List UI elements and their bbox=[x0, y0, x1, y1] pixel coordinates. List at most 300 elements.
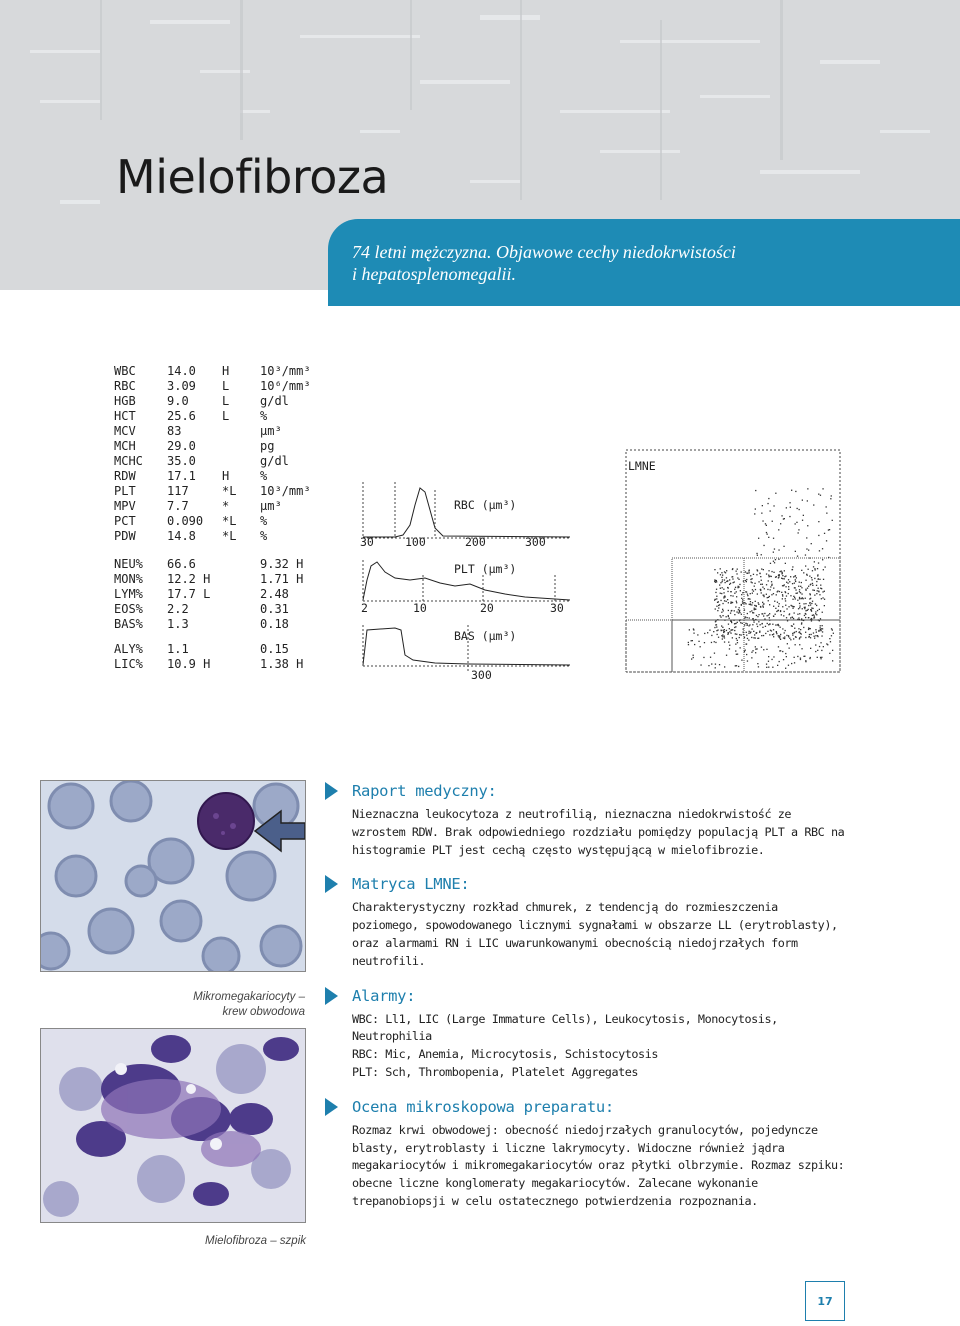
lmne-dot bbox=[801, 633, 802, 634]
lmne-dot bbox=[763, 607, 764, 608]
lmne-dot bbox=[815, 603, 816, 604]
lmne-dot bbox=[810, 657, 811, 658]
lmne-dot bbox=[773, 561, 774, 562]
lmne-dot bbox=[737, 654, 738, 655]
lmne-dot bbox=[801, 593, 802, 594]
lmne-dot bbox=[720, 617, 721, 618]
lmne-dot bbox=[817, 657, 818, 658]
lmne-dot bbox=[820, 588, 821, 589]
lmne-dot bbox=[724, 629, 725, 630]
lmne-dot bbox=[755, 508, 756, 509]
lmne-dot bbox=[819, 609, 820, 610]
lmne-dot bbox=[786, 582, 787, 583]
lmne-dot bbox=[790, 595, 791, 596]
lmne-dot bbox=[800, 636, 801, 637]
lmne-dot bbox=[735, 623, 736, 624]
lmne-dot bbox=[821, 628, 822, 629]
lmne-dot bbox=[764, 588, 765, 589]
lab-value: 83 bbox=[167, 424, 182, 438]
lmne-dot bbox=[727, 634, 728, 635]
lmne-dot bbox=[793, 576, 794, 577]
lmne-dot bbox=[779, 603, 780, 604]
lmne-dot bbox=[821, 635, 822, 636]
lmne-dot bbox=[759, 632, 760, 633]
lmne-dot bbox=[822, 612, 823, 613]
lmne-dot bbox=[724, 600, 725, 601]
lmne-dot bbox=[792, 599, 793, 600]
lmne-dot bbox=[737, 642, 738, 643]
lmne-dot bbox=[799, 603, 800, 604]
lmne-dot bbox=[778, 635, 779, 636]
lmne-dot bbox=[827, 644, 828, 645]
lab-value: 25.6 bbox=[167, 409, 196, 423]
lmne-dot bbox=[816, 581, 817, 582]
lmne-dot bbox=[728, 642, 729, 643]
lmne-dot bbox=[722, 581, 723, 582]
lmne-dot bbox=[817, 568, 818, 569]
lmne-dot bbox=[801, 648, 802, 649]
lmne-dot bbox=[704, 633, 705, 634]
lmne-dot bbox=[765, 523, 766, 524]
lmne-dot bbox=[768, 575, 769, 576]
lmne-dot bbox=[799, 605, 800, 606]
lmne-dot bbox=[753, 618, 754, 619]
lmne-dot bbox=[756, 605, 757, 606]
lmne-dot bbox=[720, 600, 721, 601]
lmne-dot bbox=[771, 581, 772, 582]
lab-name: MCHC bbox=[114, 454, 143, 468]
lmne-dot bbox=[795, 598, 796, 599]
lab-value: 17.1 bbox=[167, 469, 196, 483]
lab-value: 35.0 bbox=[167, 454, 196, 468]
lmne-dot bbox=[747, 638, 748, 639]
lmne-dot bbox=[758, 604, 759, 605]
lmne-dot bbox=[777, 665, 778, 666]
lab-value: 12.2 H bbox=[167, 572, 211, 586]
lmne-dot bbox=[775, 608, 776, 609]
lmne-dot bbox=[785, 563, 786, 564]
lab-flag: L bbox=[222, 409, 230, 423]
lab-name: MPV bbox=[114, 499, 136, 513]
lmne-dot bbox=[744, 624, 745, 625]
lmne-dot bbox=[775, 577, 776, 578]
lmne-dot bbox=[725, 582, 726, 583]
lmne-dot bbox=[815, 569, 816, 570]
lmne-dot bbox=[758, 602, 759, 603]
patient-description-line-2: i hepatosplenomegalii. bbox=[352, 264, 516, 284]
lmne-dot bbox=[797, 656, 798, 657]
lmne-dot bbox=[807, 588, 808, 589]
lmne-dot bbox=[737, 569, 738, 570]
lab-abs: 0.18 bbox=[260, 617, 289, 631]
lmne-dot bbox=[813, 617, 814, 618]
patient-description bbox=[352, 241, 736, 285]
lmne-dot bbox=[724, 595, 725, 596]
lmne-dot bbox=[694, 644, 695, 645]
lmne-dot bbox=[818, 591, 819, 592]
lmne-dot bbox=[795, 551, 796, 552]
lmne-dot bbox=[770, 589, 771, 590]
lmne-dot bbox=[747, 623, 748, 624]
lmne-dot bbox=[721, 572, 722, 573]
lmne-dot bbox=[821, 657, 822, 658]
lmne-dot bbox=[802, 620, 803, 621]
lmne-dot bbox=[693, 655, 694, 656]
lmne-dot bbox=[728, 624, 729, 625]
lmne-dot bbox=[761, 513, 762, 514]
lmne-dot bbox=[763, 545, 764, 546]
plt-label: PLT (µm³) bbox=[454, 562, 517, 576]
lmne-dot bbox=[817, 575, 818, 576]
lmne-dot bbox=[773, 636, 774, 637]
lmne-dot bbox=[757, 626, 758, 627]
lmne-dot bbox=[722, 615, 723, 616]
lmne-dot bbox=[811, 620, 812, 621]
lmne-dot bbox=[729, 631, 730, 632]
lmne-dot bbox=[805, 661, 806, 662]
lmne-dot bbox=[792, 626, 793, 627]
lmne-dot bbox=[818, 521, 819, 522]
lmne-dot bbox=[738, 609, 739, 610]
lmne-dot bbox=[783, 659, 784, 660]
lmne-dot bbox=[722, 579, 723, 580]
lmne-dot bbox=[773, 633, 774, 634]
lmne-dot bbox=[765, 626, 766, 627]
lmne-dot bbox=[756, 648, 757, 649]
lmne-dot bbox=[805, 614, 806, 615]
plt-tick-2: 2 bbox=[361, 601, 368, 615]
lmne-dot bbox=[797, 619, 798, 620]
lmne-dot bbox=[747, 595, 748, 596]
lmne-dot bbox=[810, 609, 811, 610]
lmne-dot bbox=[761, 635, 762, 636]
lmne-dot bbox=[832, 650, 833, 651]
lmne-dot bbox=[774, 601, 775, 602]
lmne-dot bbox=[735, 626, 736, 627]
lmne-dot bbox=[771, 571, 772, 572]
lmne-dot bbox=[803, 515, 804, 516]
lmne-dot bbox=[734, 610, 735, 611]
lmne-dot bbox=[778, 549, 779, 550]
lmne-dot bbox=[726, 570, 727, 571]
lab-value: 3.09 bbox=[167, 379, 196, 393]
lmne-dot bbox=[768, 656, 769, 657]
section-title: Alarmy: bbox=[352, 986, 416, 1005]
lmne-dot bbox=[773, 552, 774, 553]
lmne-dot bbox=[758, 621, 759, 622]
lmne-dot bbox=[735, 587, 736, 588]
lmne-dot bbox=[808, 617, 809, 618]
lab-unit: % bbox=[260, 529, 268, 543]
rbc-tick-100: 100 bbox=[405, 535, 426, 549]
lmne-dot bbox=[787, 643, 788, 644]
lab-value: 7.7 bbox=[167, 499, 189, 513]
lmne-dot bbox=[719, 604, 720, 605]
lab-abs: 9.32 H bbox=[260, 557, 304, 571]
lmne-dot bbox=[740, 590, 741, 591]
lab-name: BAS% bbox=[114, 617, 143, 631]
lmne-dot bbox=[768, 600, 769, 601]
lmne-dot bbox=[785, 630, 786, 631]
lmne-dot bbox=[808, 627, 809, 628]
lmne-dot bbox=[782, 606, 783, 607]
lmne-dot bbox=[741, 634, 742, 635]
lmne-dot bbox=[735, 665, 736, 666]
lmne-dot bbox=[739, 607, 740, 608]
lmne-dot bbox=[746, 581, 747, 582]
lmne-dot bbox=[718, 601, 719, 602]
lab-name: EOS% bbox=[114, 602, 143, 616]
lmne-dot bbox=[768, 667, 769, 668]
lmne-dot bbox=[775, 559, 776, 560]
lmne-dot bbox=[700, 646, 701, 647]
lmne-dot bbox=[750, 604, 751, 605]
lmne-dot bbox=[721, 577, 722, 578]
lmne-dot bbox=[741, 604, 742, 605]
lmne-dot bbox=[798, 628, 799, 629]
lab-name: RDW bbox=[114, 469, 136, 483]
lmne-dot bbox=[830, 498, 831, 499]
lmne-dot bbox=[808, 609, 809, 610]
lmne-dot bbox=[773, 505, 774, 506]
lab-name: MON% bbox=[114, 572, 143, 586]
lab-name: NEU% bbox=[114, 557, 143, 571]
lmne-dot bbox=[802, 520, 803, 521]
lmne-dot bbox=[753, 574, 754, 575]
lmne-dot bbox=[819, 620, 820, 621]
lmne-dot bbox=[803, 598, 804, 599]
lmne-dot bbox=[787, 620, 788, 621]
lmne-dot bbox=[768, 537, 769, 538]
lmne-dot bbox=[742, 623, 743, 624]
lab-name: LYM% bbox=[114, 587, 143, 601]
lmne-dot bbox=[770, 563, 771, 564]
lmne-dot bbox=[786, 617, 787, 618]
lmne-dot bbox=[810, 648, 811, 649]
lmne-dot bbox=[763, 635, 764, 636]
lmne-dot bbox=[822, 591, 823, 592]
lmne-dot bbox=[736, 573, 737, 574]
lmne-dot bbox=[833, 633, 834, 634]
lmne-dot bbox=[810, 602, 811, 603]
lmne-dot bbox=[724, 641, 725, 642]
alarm-line-plt: PLT: Sch, Thrombopenia, Platelet Aggregates bbox=[352, 1064, 639, 1079]
lmne-dot bbox=[739, 584, 740, 585]
lmne-dot bbox=[769, 623, 770, 624]
lmne-dot bbox=[816, 593, 817, 594]
lmne-dot bbox=[793, 624, 794, 625]
lmne-dot bbox=[785, 668, 786, 669]
lmne-dot bbox=[757, 593, 758, 594]
lmne-dot bbox=[766, 664, 767, 665]
lab-unit: µm³ bbox=[260, 424, 282, 438]
lmne-dot bbox=[738, 666, 739, 667]
lmne-dot bbox=[767, 503, 768, 504]
lmne-dot bbox=[739, 620, 740, 621]
lmne-dot bbox=[792, 566, 793, 567]
lmne-dot bbox=[741, 614, 742, 615]
lmne-dot bbox=[793, 606, 794, 607]
lmne-dot bbox=[802, 608, 803, 609]
lmne-dot bbox=[789, 638, 790, 639]
lmne-dot bbox=[815, 651, 816, 652]
lmne-dot bbox=[805, 598, 806, 599]
triangle-bullet-icon bbox=[325, 875, 338, 893]
lmne-dot bbox=[789, 516, 790, 517]
lmne-dot bbox=[749, 631, 750, 632]
lmne-dot bbox=[785, 605, 786, 606]
lmne-dot bbox=[747, 594, 748, 595]
lmne-dot bbox=[744, 651, 745, 652]
lmne-dot bbox=[778, 646, 779, 647]
lmne-dot bbox=[730, 601, 731, 602]
lmne-dot bbox=[798, 608, 799, 609]
lmne-dot bbox=[779, 591, 780, 592]
blood-smear-caption bbox=[180, 990, 305, 1020]
lmne-dot bbox=[813, 504, 814, 505]
lmne-dot bbox=[751, 652, 752, 653]
lmne-dot bbox=[756, 574, 757, 575]
lmne-dot bbox=[767, 534, 768, 535]
lmne-dot bbox=[723, 610, 724, 611]
rbc-tick-30: 30 bbox=[360, 535, 374, 549]
lmne-dot bbox=[747, 617, 748, 618]
lmne-dot bbox=[819, 579, 820, 580]
triangle-bullet-icon bbox=[325, 987, 338, 1005]
lmne-dot bbox=[729, 628, 730, 629]
lmne-dot bbox=[745, 603, 746, 604]
lmne-dot bbox=[747, 625, 748, 626]
lmne-dot bbox=[822, 488, 823, 489]
lmne-dot bbox=[755, 652, 756, 653]
lmne-dot bbox=[791, 605, 792, 606]
lmne-dot bbox=[723, 597, 724, 598]
lmne-dot bbox=[778, 606, 779, 607]
lmne-dot bbox=[821, 598, 822, 599]
lmne-dot bbox=[720, 582, 721, 583]
lmne-dot bbox=[710, 657, 711, 658]
lmne-dot bbox=[753, 591, 754, 592]
lmne-dot bbox=[791, 490, 792, 491]
lmne-dot bbox=[820, 658, 821, 659]
lmne-dot bbox=[829, 653, 830, 654]
lmne-dot bbox=[775, 624, 776, 625]
lmne-dot bbox=[743, 634, 744, 635]
lmne-dot bbox=[748, 640, 749, 641]
lmne-dot bbox=[754, 583, 755, 584]
lmne-dot bbox=[832, 520, 833, 521]
lmne-dot bbox=[759, 573, 760, 574]
lmne-dot bbox=[804, 607, 805, 608]
lmne-label: LMNE bbox=[628, 459, 656, 473]
lmne-dot bbox=[760, 589, 761, 590]
lmne-dot bbox=[751, 657, 752, 658]
lmne-dot bbox=[762, 587, 763, 588]
lmne-dot bbox=[808, 629, 809, 630]
lmne-dot bbox=[760, 576, 761, 577]
lmne-dot bbox=[796, 522, 797, 523]
lmne-dot bbox=[751, 604, 752, 605]
lmne-dot bbox=[794, 612, 795, 613]
lmne-dot bbox=[800, 658, 801, 659]
lab-unit: pg bbox=[260, 439, 275, 453]
lmne-dot bbox=[770, 586, 771, 587]
lmne-dot bbox=[782, 651, 783, 652]
lmne-dot bbox=[716, 596, 717, 597]
lmne-dot bbox=[752, 650, 753, 651]
lmne-dot bbox=[749, 572, 750, 573]
lmne-dot bbox=[728, 616, 729, 617]
lmne-dot bbox=[798, 532, 799, 533]
lmne-dot bbox=[692, 640, 693, 641]
lmne-dot bbox=[805, 565, 806, 566]
lmne-dot bbox=[726, 616, 727, 617]
lmne-dot bbox=[780, 611, 781, 612]
lmne-dot bbox=[703, 657, 704, 658]
lmne-dot bbox=[750, 575, 751, 576]
lmne-dot bbox=[721, 625, 722, 626]
lmne-dot bbox=[716, 598, 717, 599]
lmne-dot bbox=[763, 569, 764, 570]
lmne-dot bbox=[786, 656, 787, 657]
lmne-dot bbox=[785, 600, 786, 601]
lmne-dot bbox=[766, 649, 767, 650]
lmne-dot bbox=[815, 613, 816, 614]
lmne-dot bbox=[763, 603, 764, 604]
lmne-dot bbox=[753, 612, 754, 613]
lmne-dot bbox=[715, 664, 716, 665]
lmne-dot bbox=[724, 666, 725, 667]
lmne-dot bbox=[764, 613, 765, 614]
blood-smear-image bbox=[40, 780, 306, 972]
page-number: 17 bbox=[805, 1281, 845, 1321]
section-body: Rozmaz krwi obwodowej: obecność niedojrzałych granulocytów, pojedyncze blasty, erytroblasty i liczne lakrymocyty. Widoczne również jądra megakariocytów i mikromegakariocytów oraz płytki olbrzymie. Rozmaz szpiku: obecne liczne konglomeraty megakariocytów. Zalecane wykonanie trepanobiopsji w celu ostatecznego potwierdzenia rozpoznania. bbox=[352, 1122, 845, 1208]
lmne-dot bbox=[726, 630, 727, 631]
lmne-dot bbox=[761, 568, 762, 569]
lmne-dot bbox=[794, 628, 795, 629]
lmne-dot bbox=[754, 513, 755, 514]
lmne-dot bbox=[709, 630, 710, 631]
lmne-dot bbox=[772, 521, 773, 522]
lmne-dot bbox=[746, 573, 747, 574]
lab-abs: 2.48 bbox=[260, 587, 289, 601]
lmne-dot bbox=[720, 593, 721, 594]
lmne-dot bbox=[713, 631, 714, 632]
lmne-dot bbox=[749, 604, 750, 605]
lab-abs: 0.31 bbox=[260, 602, 289, 616]
lmne-dot bbox=[801, 582, 802, 583]
lmne-dot bbox=[812, 570, 813, 571]
lmne-dot bbox=[711, 635, 712, 636]
lmne-dot bbox=[780, 523, 781, 524]
lmne-dot bbox=[693, 628, 694, 629]
lmne-dot bbox=[756, 553, 757, 554]
lmne-dot bbox=[722, 575, 723, 576]
lmne-dot bbox=[746, 635, 747, 636]
lmne-dot bbox=[786, 608, 787, 609]
lmne-dot bbox=[760, 584, 761, 585]
lmne-dot bbox=[799, 591, 800, 592]
lmne-dot bbox=[817, 635, 818, 636]
lmne-dot bbox=[782, 595, 783, 596]
lmne-dot bbox=[818, 562, 819, 563]
lmne-dot bbox=[806, 574, 807, 575]
bone-marrow-caption: Mielofibroza – szpik bbox=[205, 1235, 306, 1247]
lmne-dot bbox=[735, 606, 736, 607]
lab-value: 1.1 bbox=[167, 642, 189, 656]
lmne-dot bbox=[761, 580, 762, 581]
lmne-dot bbox=[769, 620, 770, 621]
